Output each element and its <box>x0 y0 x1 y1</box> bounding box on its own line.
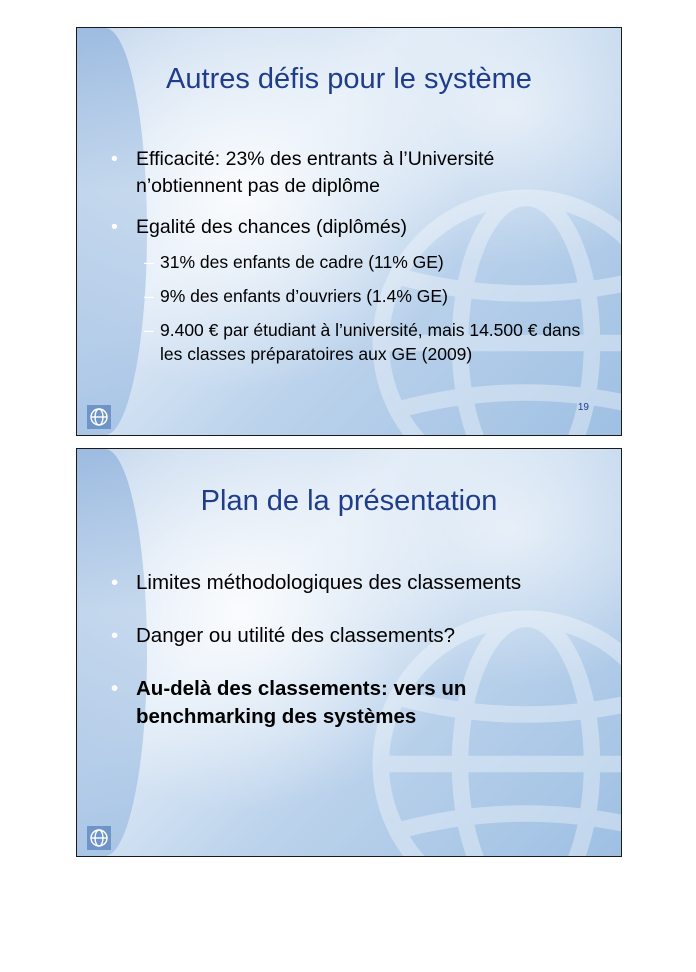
bullet-item: • Limites méthodologiques des classements <box>113 569 601 597</box>
world-bank-logo-icon <box>87 826 111 850</box>
bullet-item: • Egalité des chances (diplômés) <box>113 214 601 241</box>
bullet-list <box>113 569 601 731</box>
bullet-list <box>113 146 601 366</box>
bullet-item: • Efficacité: 23% des entrants à l’Université n’obtiennent pas de diplôme <box>113 146 601 200</box>
sub-bullet-item: – 9% des enfants d’ouvriers (1.4% GE) <box>113 284 601 308</box>
sub-bullet-item: – 31% des enfants de cadre (11% GE) <box>113 250 601 274</box>
slide-title: Plan de la présentation <box>200 485 498 517</box>
slide-1 <box>76 27 622 436</box>
slide-title: Autres défis pour le système <box>166 63 532 95</box>
sub-bullet-item: – 9.400 € par étudiant à l’université, mais 14.500 € dans les classes préparatoires aux GE (2009) <box>113 318 601 366</box>
world-bank-logo-icon <box>87 405 111 429</box>
bullet-item: • Au-delà des classements: vers un benchmarking des systèmes <box>113 675 601 731</box>
page-number: 19 <box>577 402 589 413</box>
bullet-item: • Danger ou utilité des classements? <box>113 622 601 650</box>
slide-2 <box>76 448 622 857</box>
